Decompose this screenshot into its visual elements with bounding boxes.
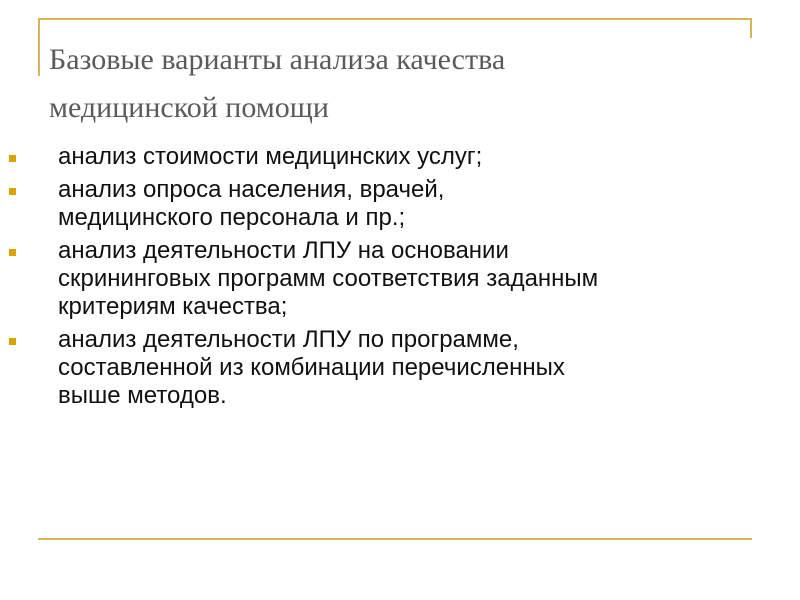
frame-top-line (38, 18, 752, 20)
frame-right-line (750, 18, 752, 38)
bullet-item (0, 176, 800, 232)
square-bullet-icon (9, 188, 16, 195)
bullet-line: выше методов. (58, 382, 227, 409)
bullet-list (0, 143, 800, 415)
square-bullet-icon (9, 155, 16, 162)
bullet-line: медицинского персонала и пр.; (58, 204, 406, 231)
bullet-line: анализ стоимости медицинских услуг; (58, 143, 483, 170)
bullet-line: анализ деятельности ЛПУ по программе, (58, 326, 519, 353)
slide-title-line-1: Базовые варианты анализа качества (49, 43, 506, 76)
bullet-line: составленной из комбинации перечисленных (58, 354, 565, 381)
bullet-item (0, 143, 800, 171)
bullet-line: критериям качества; (58, 293, 288, 320)
bullet-text (58, 176, 800, 232)
frame-left-line (38, 18, 40, 76)
bullet-text (58, 237, 800, 321)
square-bullet-icon (9, 249, 16, 256)
slide-title-line-2: медицинской помощи (49, 91, 329, 124)
slide-title (49, 36, 749, 132)
bullet-line: анализ опроса населения, врачей, (58, 176, 445, 203)
bullet-line: анализ деятельности ЛПУ на основании (58, 237, 509, 264)
frame-bottom-line (38, 538, 752, 540)
square-bullet-icon (9, 338, 16, 345)
bullet-item (0, 237, 800, 321)
bullet-line: скрининговых программ соответствия заданным (58, 265, 599, 292)
bullet-item (0, 326, 800, 410)
bullet-text (58, 326, 800, 410)
bullet-text (58, 143, 800, 171)
